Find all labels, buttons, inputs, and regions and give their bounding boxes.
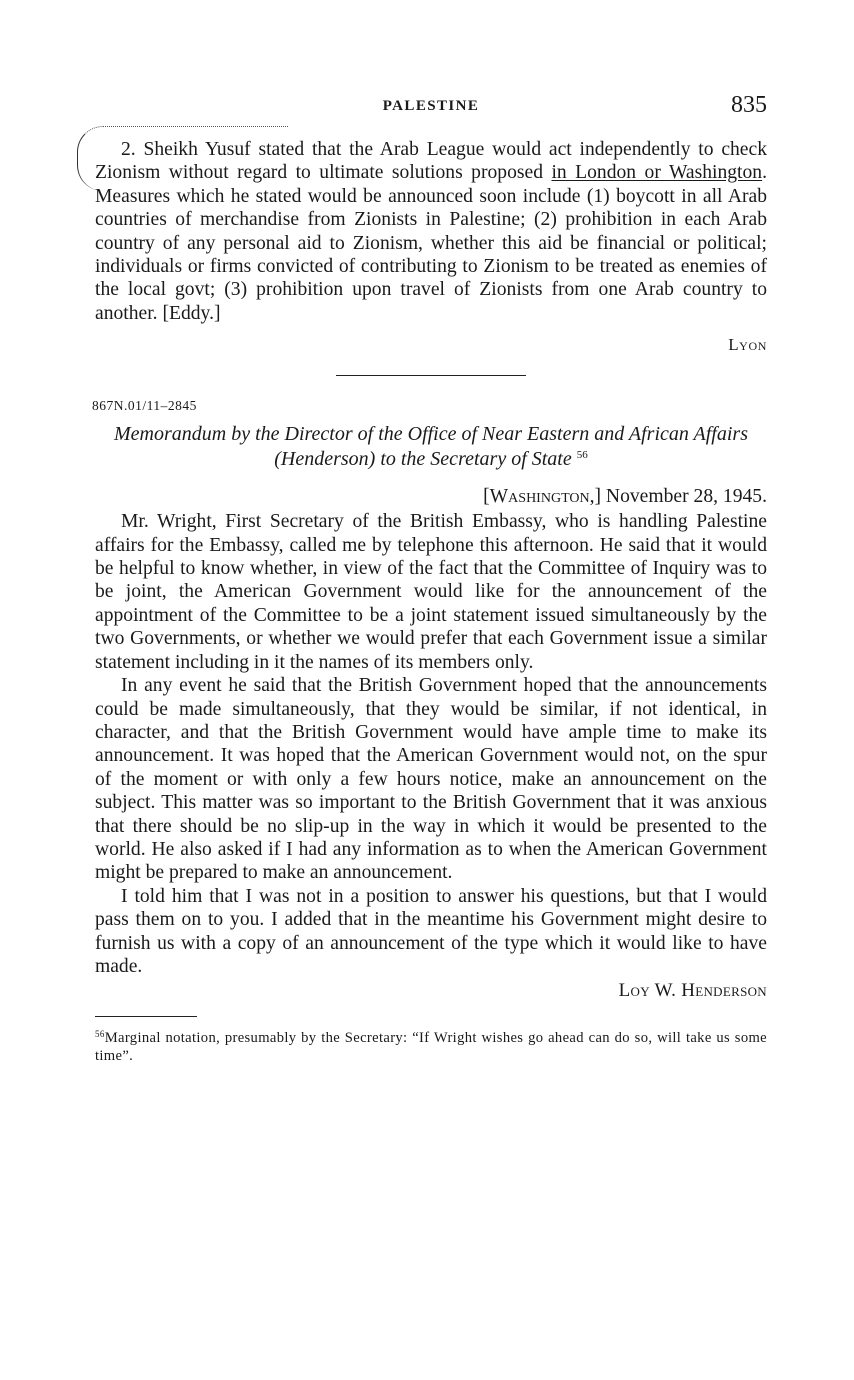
dateline-place: [Washington,] — [483, 486, 602, 508]
footnote — [95, 1029, 767, 1065]
file-number: 867N.01/11–2845 — [92, 398, 197, 414]
first-document — [95, 138, 767, 355]
paragraph-text-end: . Measures which he stated would be announced soon include (1) boycott in all Arab countries of merchandise from Zionists in Palestine; (2) prohibition in each Arab country of any personal aid to Zionism, whether this aid be financial or political; individuals or firms convicted of contributing to Zionism to be treated as enemies of the local govt; (3) prohibition upon travel of Zionists from one Arab country to another. [Eddy.] — [95, 162, 767, 324]
handwritten-underline-text: in London or Washington — [551, 162, 763, 184]
memo-paragraph-3: I told him that I was not in a position to answer his questions, but that I would pass them on to you. I added that in the meantime his Government might desire to furnish us with a copy of an announcement of the type which it would like to have made. — [95, 885, 767, 977]
running-title: PALESTINE — [382, 98, 480, 114]
paragraph-text-start: 2. Sheikh Yusuf stated that the Arab League would act independently to check Zionism without regard to ultimate solutions proposed — [95, 139, 767, 184]
memo-paragraph-1: Mr. Wright, First Secretary of the British Embassy, who is handling Palestine affairs for the Embassy, called me by telephone this afternoon. He said that it would be helpful to know whether, in view of the fact that the Committee of Inquiry was to be joint, the American Government would like for the announcement of the appointment of the Committee to be a joint statement issued simultaneously by the two Governments, or whether we would prefer that each Government issue a similar statement including in it the names of its members only. — [95, 511, 767, 673]
title-footnote-ref[interactable]: 56 — [576, 449, 588, 462]
page-number: 835 — [731, 92, 767, 118]
first-document-signer: Lyon — [728, 335, 767, 355]
dateline-date: November 28, 1945. — [605, 486, 767, 508]
footnote-divider — [95, 1016, 197, 1017]
footnote-number: 56 — [95, 1029, 105, 1040]
section-divider — [336, 375, 526, 376]
first-document-paragraph — [95, 138, 767, 325]
document-title — [95, 422, 767, 472]
dateline — [95, 486, 767, 508]
memo-paragraph-2: In any event he said that the British Government hoped that the announcements could be made simultaneously, that they would be similar, if not identical, in character, and that the British Government would have ample time to make its announcement. It was hoped that the American Government would not, on the spur of the moment or with only a few hours notice, make an announcement on the subject. This matter was so important to the British Government that it was anxious that there should be no slip-up in the way in which it would be presented to the world. He also asked if I had any information as to when the American Government might be prepared to make an announcement. — [95, 675, 767, 884]
document-title-text: Memorandum by the Director of the Office of Near Eastern and African Affairs (Henderson) to the Secretary of State — [113, 423, 748, 471]
footnote-text: Marginal notation, presumably by the Secretary: “If Wright wishes go ahead can do so, will take us some time”. — [95, 1030, 767, 1065]
running-head — [95, 92, 767, 126]
memo-signer: Loy W. Henderson — [618, 980, 767, 1002]
document-page — [92, 92, 767, 1065]
